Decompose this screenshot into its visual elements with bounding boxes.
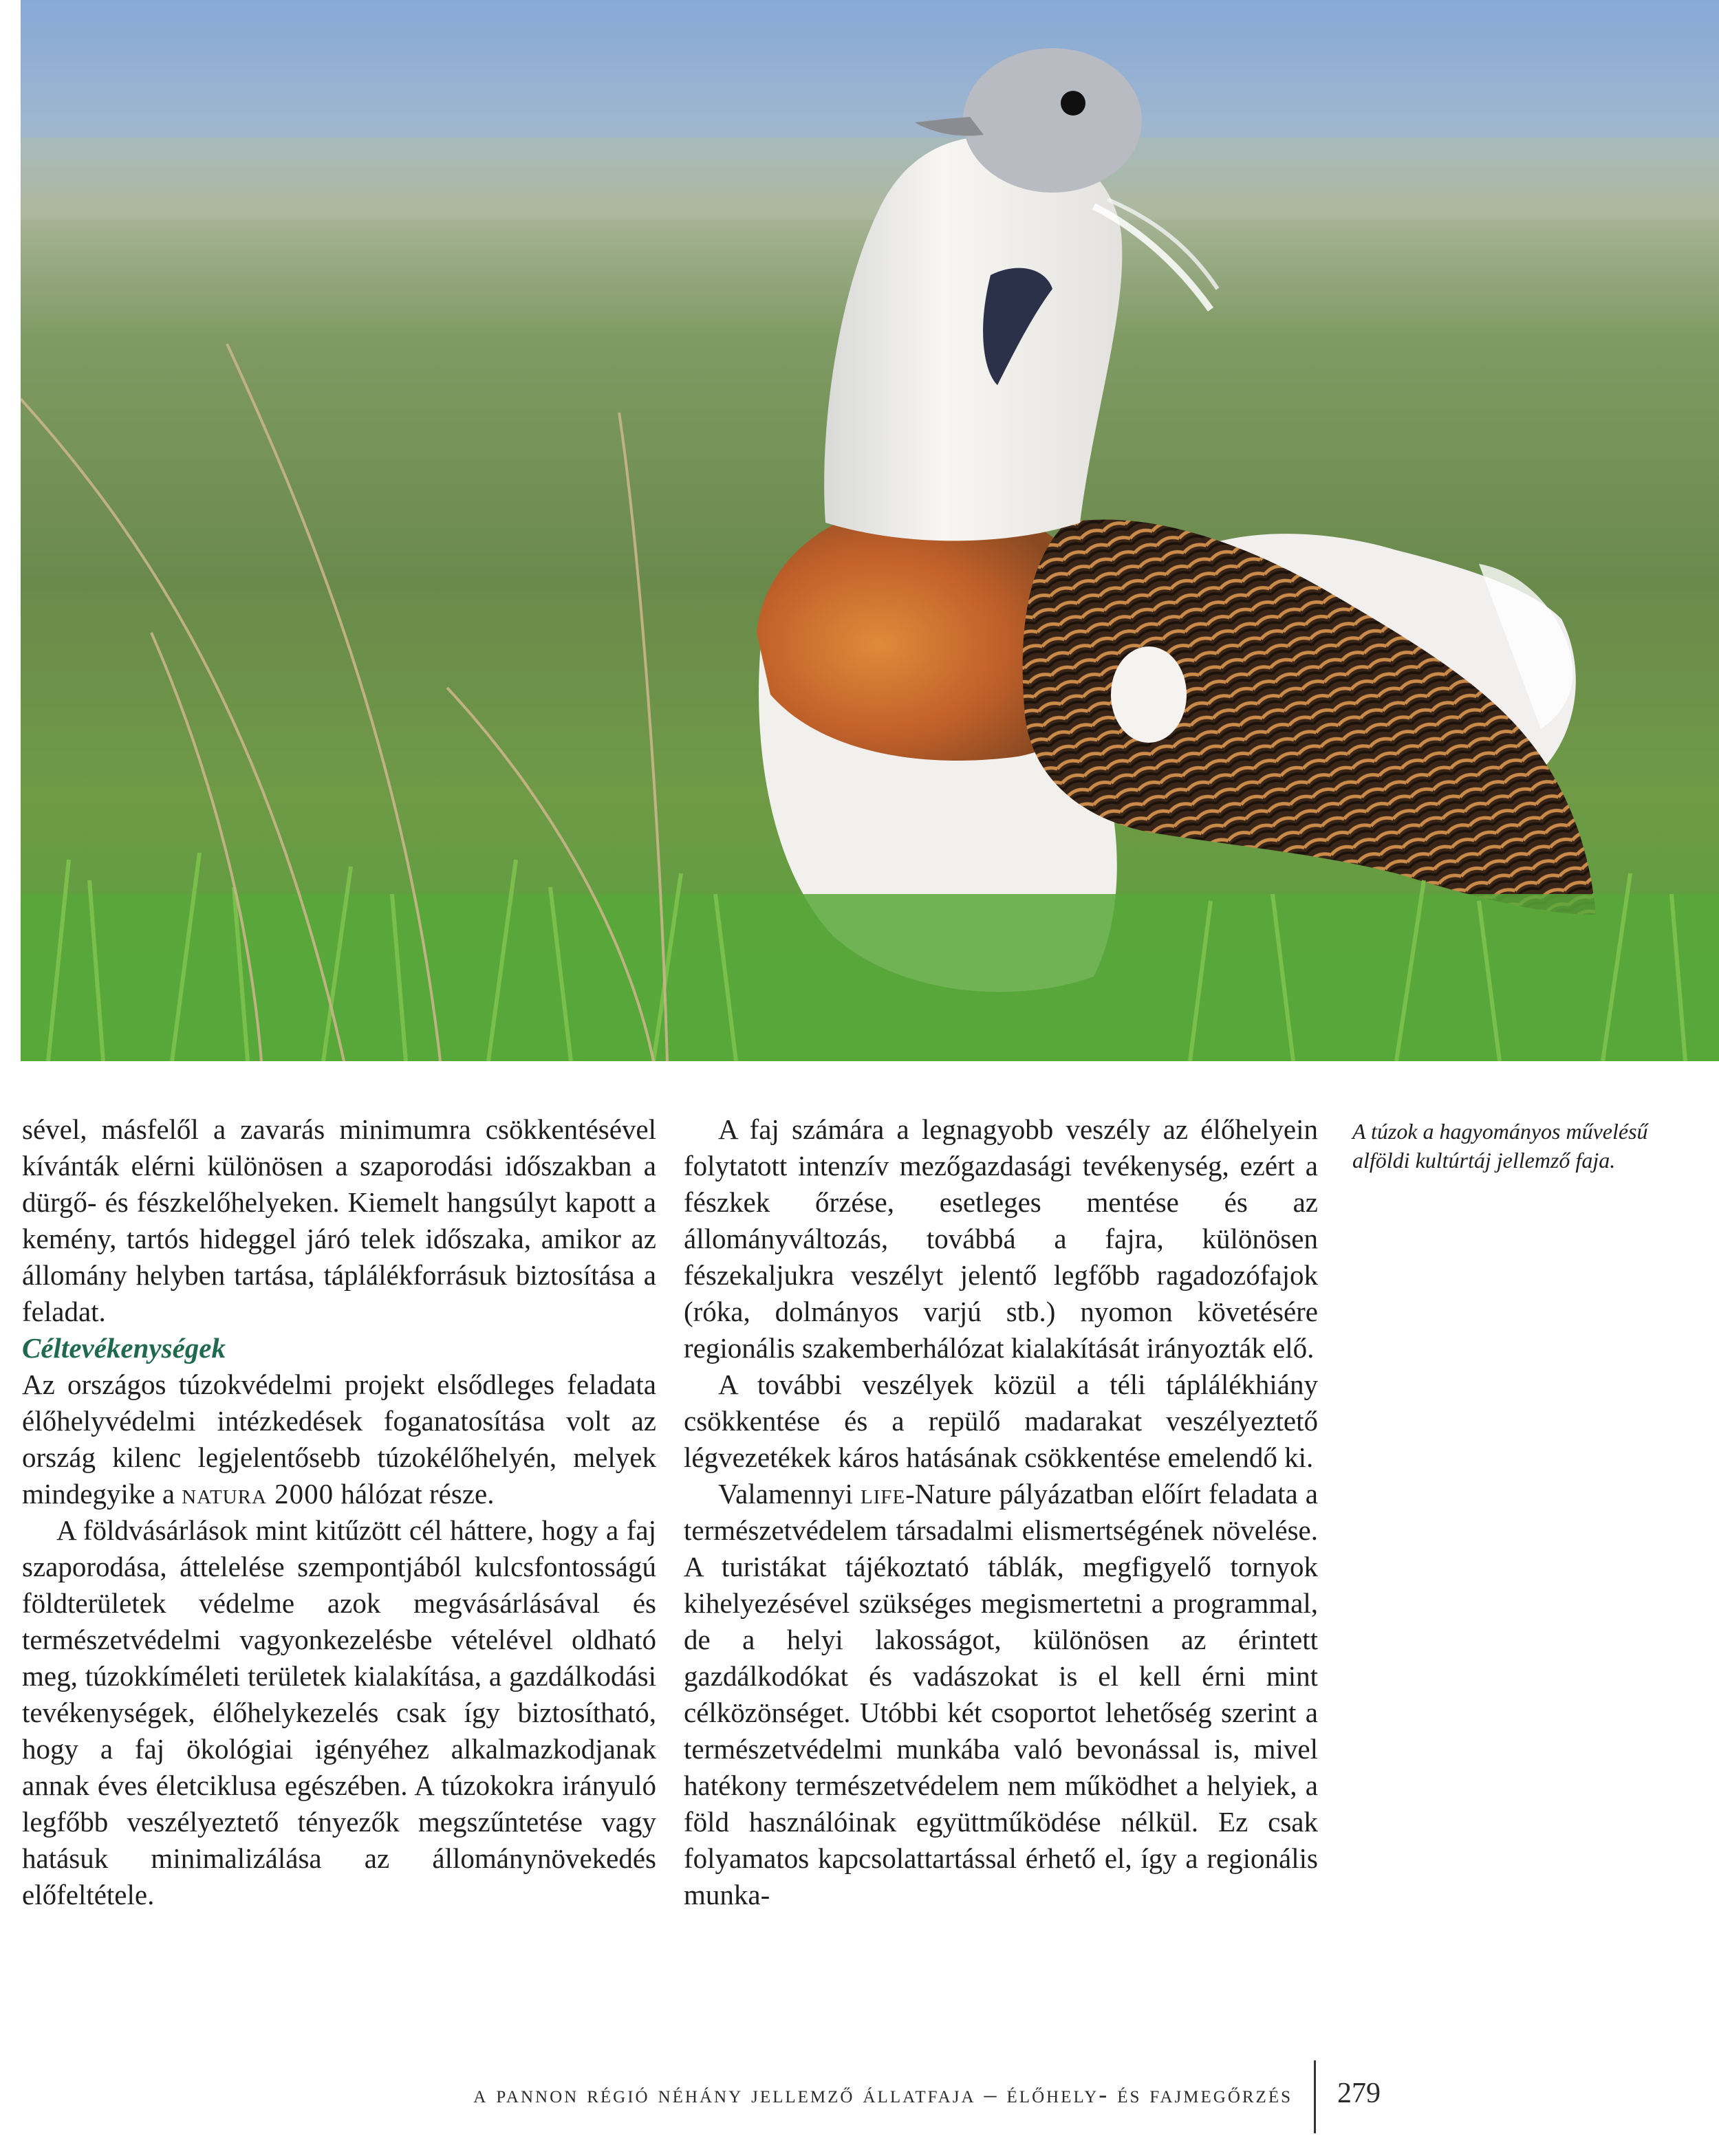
section-heading: Céltevékenységek — [22, 1332, 226, 1364]
bustard-photo — [21, 0, 1719, 1061]
paragraph: A földvásárlások mint kitűzött cél háttere, hogy a faj szaporodása, áttelelése szempontjából kulcsfontosságú földterületek védelme azok megvásárlásával és természetvédelmi vagyonkezelésbe vételével oldható meg, túzokkíméleti területek kialakítása, a gazdálkodási tevékenységek, élőhelykezelés csak így biztosítható, hogy a faj ökológiai igényéhez alkalmazkodjanak annak éves életciklusa egészében. A túzokokra irányuló legfőbb veszélyeztető tényezők megszűntetése vagy hatásuk minimalizálása az állománynövekedés előfeltétele. — [22, 1514, 656, 1910]
left-text-column — [22, 1111, 656, 1913]
paragraph-text: Az országos túzokvédelmi projekt elsődleges feladata élőhelyvédelmi intézkedések foganatosítása volt az ország kilenc legjelentősebb túzokélőhelyén, melyek mindegyike a — [22, 1369, 656, 1510]
paragraph: A további veszélyek közül a téli táplálékhiány csökkentése és a repülő madarakat veszélyeztető légvezetékek káros hatásának csökkentése emelendő ki. — [684, 1369, 1318, 1473]
middle-text-column — [684, 1111, 1318, 1913]
natura-2000-term: natura 2000 — [182, 1478, 334, 1510]
paragraph-text: -Nature pályázatban előírt feladata a természetvédelem társadalmi elismertségének növelése. A turistákat tájékoztató táblák, megfigyelő tornyok kihelyezésével szükséges megismertetni a programmal, de a helyi lakosságot, különösen az érintett gazdálkodókat és vadászokat is el kell érni mint célközönséget. Utóbbi két csoportot lehetőség szerint a természetvédelmi munkába való bevonással is, mivel hatékony természetvédelem nem működhet a helyiek, a föld használóinak együttműködése nélkül. Ez csak folyamatos kapcsolattartással érhető el, így a regionális munka- — [684, 1478, 1318, 1910]
paragraph — [684, 1476, 1318, 1913]
paragraph — [22, 1366, 656, 1512]
footer-divider — [1314, 2060, 1316, 2133]
bustard-photo-illustration — [21, 0, 1719, 1061]
page-number: 279 — [1337, 2078, 1381, 2109]
running-footer-title: a pannon régió néhány jellemző állatfaja – élőhely- és fajmegőrzés — [473, 2080, 1293, 2108]
paragraph-text: Valamennyi — [718, 1478, 861, 1510]
photo-caption: A túzok a hagyományos művelésű alföldi kultúrtáj jellemző faja. — [1352, 1119, 1648, 1173]
life-term: life — [860, 1478, 906, 1510]
paragraph: sével, másfelől a zavarás minimumra csökkentésével kívánták elérni különösen a szaporodási időszakban a dürgő- és fészkelőhelyeken. Kiemelt hangsúlyt kapott a kemény, tartós hideggel járó telek időszaka, amikor az állomány helyben tartása, táplálékforrásuk biztosítása a feladat. — [22, 1113, 656, 1327]
paragraph-text: hálózat része. — [334, 1478, 495, 1510]
paragraph: A faj számára a legnagyobb veszély az élőhelyein folytatott intenzív mezőgazdasági tevékenység, ezért a fészkek őrzése, esetleges mentése és az állományváltozás, továbbá a fajra, különösen fészekaljukra veszélyt jelentő legfőbb ragadozófajok (róka, dolmányos varjú stb.) nyomon követésére regionális szakemberhálózat kialakítását irányozták elő. — [684, 1113, 1318, 1364]
